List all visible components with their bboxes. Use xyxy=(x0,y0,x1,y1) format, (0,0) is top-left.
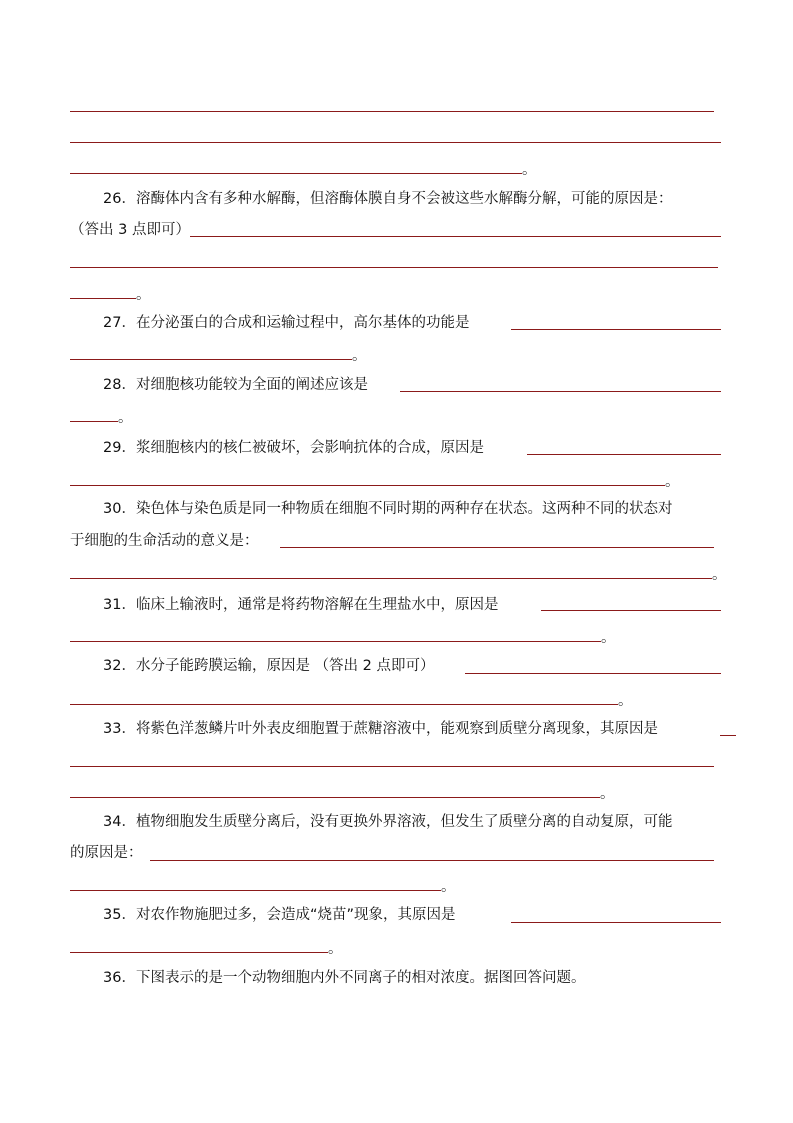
question-26-text: 26．溶酶体内含有多种水解酶，但溶酶体膜自身不会被这些水解酶分解，可能的原因是： xyxy=(103,191,673,207)
period: 。 xyxy=(136,287,151,303)
answer-line[interactable] xyxy=(70,952,328,953)
answer-line[interactable] xyxy=(511,922,721,923)
answer-line[interactable] xyxy=(720,735,736,736)
period: 。 xyxy=(328,941,343,957)
answer-line[interactable] xyxy=(541,610,721,611)
period: 。 xyxy=(618,693,633,709)
question-29-text: 29．浆细胞核内的核仁被破坏，会影响抗体的合成，原因是 xyxy=(103,440,484,456)
answer-line[interactable] xyxy=(280,547,714,548)
question-30-text: 30．染色体与染色质是同一种物质在细胞不同时期的两种存在状态。这两种不同的状态对 xyxy=(103,501,673,517)
answer-line[interactable] xyxy=(70,359,352,360)
question-26-note: （答出 3 点即可） xyxy=(70,222,190,238)
period: 。 xyxy=(441,879,456,895)
period: 。 xyxy=(522,162,537,178)
answer-line[interactable] xyxy=(190,236,721,237)
question-31-text: 31．临床上输液时，通常是将药物溶解在生理盐水中，原因是 xyxy=(103,597,499,613)
answer-line[interactable] xyxy=(150,860,714,861)
answer-line[interactable] xyxy=(70,267,718,268)
answer-line[interactable] xyxy=(70,890,441,891)
answer-line[interactable] xyxy=(70,641,601,642)
answer-line[interactable] xyxy=(70,142,721,143)
answer-line[interactable] xyxy=(70,578,712,579)
period: 。 xyxy=(600,786,615,802)
question-32-text: 32．水分子能跨膜运输，原因是 （答出 2 点即可） xyxy=(103,658,435,674)
period: 。 xyxy=(118,410,133,426)
answer-line[interactable] xyxy=(465,673,721,674)
period: 。 xyxy=(712,567,727,583)
answer-line[interactable] xyxy=(527,454,721,455)
period: 。 xyxy=(352,348,367,364)
question-33-text: 33．将紫色洋葱鳞片叶外表皮细胞置于蔗糖溶液中，能观察到质壁分离现象，其原因是 xyxy=(103,721,658,737)
answer-line[interactable] xyxy=(70,173,522,174)
answer-line[interactable] xyxy=(70,704,618,705)
question-27-text: 27．在分泌蛋白的合成和运输过程中，高尔基体的功能是 xyxy=(103,315,470,331)
answer-line[interactable] xyxy=(400,391,721,392)
answer-line[interactable] xyxy=(70,797,600,798)
answer-line[interactable] xyxy=(70,766,714,767)
question-34-text-cont: 的原因是： xyxy=(70,845,143,861)
answer-line[interactable] xyxy=(70,485,665,486)
answer-line[interactable] xyxy=(70,298,136,299)
question-30-text-cont: 于细胞的生命活动的意义是： xyxy=(70,533,259,549)
answer-line[interactable] xyxy=(511,329,721,330)
question-36-text: 36．下图表示的是一个动物细胞内外不同离子的相对浓度。据图回答问题。 xyxy=(103,970,586,986)
question-35-text: 35．对农作物施肥过多，会造成“烧苗”现象，其原因是 xyxy=(103,907,456,923)
period: 。 xyxy=(601,630,616,646)
answer-line[interactable] xyxy=(70,421,118,422)
question-28-text: 28．对细胞核功能较为全面的阐述应该是 xyxy=(103,377,368,393)
question-34-text: 34．植物细胞发生质壁分离后，没有更换外界溶液，但发生了质壁分离的自动复原，可能 xyxy=(103,814,673,830)
period: 。 xyxy=(665,474,680,490)
answer-line[interactable] xyxy=(70,111,714,112)
